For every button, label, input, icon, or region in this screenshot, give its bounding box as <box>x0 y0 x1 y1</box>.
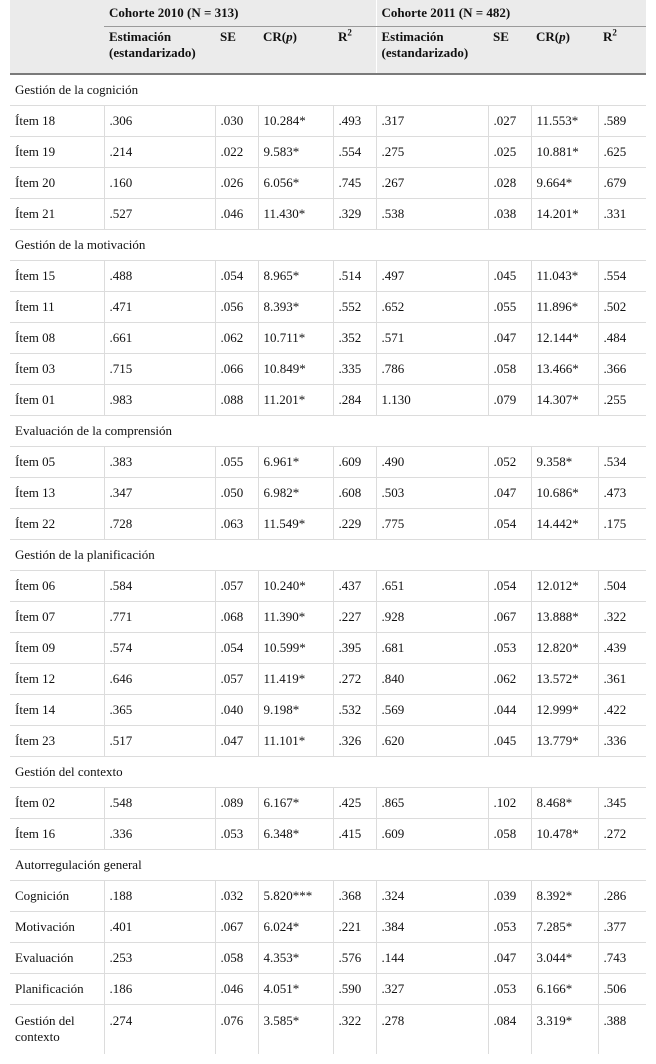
row-label: Ítem 16 <box>10 819 104 850</box>
table-cell: .590 <box>333 974 376 1005</box>
table-cell: .335 <box>333 354 376 385</box>
row-label: Ítem 13 <box>10 478 104 509</box>
table-row <box>10 292 646 323</box>
row-label: Evaluación <box>10 943 104 974</box>
table-cell: 12.999* <box>531 695 598 726</box>
table-cell: .317 <box>376 106 488 137</box>
table-cell: 10.686* <box>531 478 598 509</box>
table-cell: .589 <box>598 106 646 137</box>
table-cell: .608 <box>333 478 376 509</box>
table-header <box>10 0 646 74</box>
table-cell: .715 <box>104 354 215 385</box>
table-cell: 11.201* <box>258 385 333 416</box>
table-cell: .058 <box>488 819 531 850</box>
table-cell: .502 <box>598 292 646 323</box>
row-label: Ítem 05 <box>10 447 104 478</box>
table-cell: .345 <box>598 788 646 819</box>
section-header-row <box>10 230 646 261</box>
table-cell: .046 <box>215 199 258 230</box>
table-cell: 11.043* <box>531 261 598 292</box>
table-cell: .046 <box>215 974 258 1005</box>
table-cell: .554 <box>598 261 646 292</box>
table-cell: .326 <box>333 726 376 757</box>
table-cell: .609 <box>333 447 376 478</box>
table-cell: 11.430* <box>258 199 333 230</box>
table-cell: 9.198* <box>258 695 333 726</box>
table-cell: .175 <box>598 509 646 540</box>
table-cell: .322 <box>598 602 646 633</box>
header-se-2011: SE <box>488 27 531 75</box>
row-label: Planificación <box>10 974 104 1005</box>
table-cell: .229 <box>333 509 376 540</box>
table-row <box>10 168 646 199</box>
row-label: Ítem 08 <box>10 323 104 354</box>
table-cell: .055 <box>215 447 258 478</box>
section-header-row <box>10 540 646 571</box>
table-cell: .506 <box>598 974 646 1005</box>
table-cell: .840 <box>376 664 488 695</box>
table-cell: .221 <box>333 912 376 943</box>
header-cr-close: ) <box>565 29 570 44</box>
header-r2-2011 <box>598 27 646 75</box>
header-cr-p: p <box>286 29 293 44</box>
row-label: Ítem 23 <box>10 726 104 757</box>
table-cell: .053 <box>215 819 258 850</box>
row-label: Ítem 01 <box>10 385 104 416</box>
table-cell: .928 <box>376 602 488 633</box>
table-cell: .102 <box>488 788 531 819</box>
row-label: Gestión del contexto <box>15 1013 75 1044</box>
row-label: Ítem 07 <box>10 602 104 633</box>
table-cell: .027 <box>488 106 531 137</box>
table-cell: 8.392* <box>531 881 598 912</box>
table-cell: .517 <box>104 726 215 757</box>
table-cell: .352 <box>333 323 376 354</box>
table-cell: .214 <box>104 137 215 168</box>
header-estimacion-label: Estimación <box>109 29 172 44</box>
row-label: Ítem 19 <box>10 137 104 168</box>
table-cell: .068 <box>215 602 258 633</box>
section-title: Autorregulación general <box>10 850 646 881</box>
table-cell: .227 <box>333 602 376 633</box>
table-cell: 3.585* <box>258 1005 333 1055</box>
table-cell: .471 <box>104 292 215 323</box>
header-cr-label: CR( <box>536 29 560 44</box>
table-cell: 12.012* <box>531 571 598 602</box>
header-r-label: R <box>603 29 613 44</box>
section-title: Gestión del contexto <box>10 757 646 788</box>
table-row <box>10 943 646 974</box>
table-row <box>10 261 646 292</box>
table-cell: .025 <box>488 137 531 168</box>
table-row <box>10 354 646 385</box>
table-cell: .775 <box>376 509 488 540</box>
table-cell: .532 <box>333 695 376 726</box>
header-r-sup: 2 <box>612 27 617 38</box>
table-cell: .067 <box>215 912 258 943</box>
table-cell: 6.982* <box>258 478 333 509</box>
table-cell: 9.583* <box>258 137 333 168</box>
table-row <box>10 385 646 416</box>
table-cell: 11.390* <box>258 602 333 633</box>
table-cell: 8.393* <box>258 292 333 323</box>
table-cell: 12.820* <box>531 633 598 664</box>
table-cell: 13.466* <box>531 354 598 385</box>
table-cell: .056 <box>215 292 258 323</box>
table-cell: .160 <box>104 168 215 199</box>
table-row <box>10 912 646 943</box>
table-cell: .395 <box>333 633 376 664</box>
row-label: Cognición <box>10 881 104 912</box>
table-cell: .625 <box>598 137 646 168</box>
table-cell: .368 <box>333 881 376 912</box>
row-label: Ítem 12 <box>10 664 104 695</box>
table-cell: .384 <box>376 912 488 943</box>
row-label: Ítem 22 <box>10 509 104 540</box>
table-cell: .047 <box>488 323 531 354</box>
header-estimacion-label: Estimación <box>381 29 444 44</box>
table-cell: 8.965* <box>258 261 333 292</box>
table-cell: .652 <box>376 292 488 323</box>
table-cell: 3.319* <box>531 1005 598 1055</box>
table-cell: 7.285* <box>531 912 598 943</box>
table-cell: 6.166* <box>531 974 598 1005</box>
row-label: Ítem 14 <box>10 695 104 726</box>
table-cell: 6.348* <box>258 819 333 850</box>
table-cell: .047 <box>488 478 531 509</box>
table-cell: .327 <box>376 974 488 1005</box>
table-cell: .415 <box>333 819 376 850</box>
table-cell: .253 <box>104 943 215 974</box>
table-cell: 6.961* <box>258 447 333 478</box>
section-title: Evaluación de la comprensión <box>10 416 646 447</box>
table-cell: .728 <box>104 509 215 540</box>
table-cell: .274 <box>104 1005 215 1055</box>
table-cell: .088 <box>215 385 258 416</box>
table-row <box>10 106 646 137</box>
table-cell: .188 <box>104 881 215 912</box>
section-title: Gestión de la motivación <box>10 230 646 261</box>
table-cell: .144 <box>376 943 488 974</box>
table-cell: .576 <box>333 943 376 974</box>
table-cell: .053 <box>488 912 531 943</box>
table-cell: .324 <box>376 881 488 912</box>
table-cell: .488 <box>104 261 215 292</box>
table-cell: 11.553* <box>531 106 598 137</box>
table-cell: .651 <box>376 571 488 602</box>
table-cell: .983 <box>104 385 215 416</box>
table-cell: .401 <box>104 912 215 943</box>
table-cell: .050 <box>215 478 258 509</box>
row-label: Ítem 03 <box>10 354 104 385</box>
table-cell: .032 <box>215 881 258 912</box>
table-cell: .771 <box>104 602 215 633</box>
table-cell: .437 <box>333 571 376 602</box>
table-cell: 11.896* <box>531 292 598 323</box>
table-cell: 10.881* <box>531 137 598 168</box>
table-cell: .052 <box>488 447 531 478</box>
header-r-label: R <box>338 29 348 44</box>
table-cell: .661 <box>104 323 215 354</box>
table-cell: .062 <box>215 323 258 354</box>
table-cell: .040 <box>215 695 258 726</box>
table-cell: .045 <box>488 726 531 757</box>
table-cell: .347 <box>104 478 215 509</box>
table-cell: .272 <box>333 664 376 695</box>
table-row <box>10 881 646 912</box>
table-row <box>10 974 646 1005</box>
header-empty-cell <box>10 27 104 75</box>
header-cr-2010 <box>258 27 333 75</box>
table-cell: .548 <box>104 788 215 819</box>
row-label: Ítem 06 <box>10 571 104 602</box>
header-estimacion-2010 <box>104 27 215 75</box>
section-header-row <box>10 416 646 447</box>
table-cell: .552 <box>333 292 376 323</box>
table-cell: 11.549* <box>258 509 333 540</box>
table-cell: .278 <box>376 1005 488 1055</box>
table-row <box>10 199 646 230</box>
table-row <box>10 726 646 757</box>
table-cell: .089 <box>215 788 258 819</box>
row-label: Ítem 09 <box>10 633 104 664</box>
table-cell: .681 <box>376 633 488 664</box>
header-cohort-2011: Cohorte 2011 (N = 482) <box>376 0 646 27</box>
table-cell: 10.284* <box>258 106 333 137</box>
table-cell: 8.468* <box>531 788 598 819</box>
section-title: Gestión de la planificación <box>10 540 646 571</box>
table-cell: 3.044* <box>531 943 598 974</box>
table-cell: .620 <box>376 726 488 757</box>
table-cell: .554 <box>333 137 376 168</box>
table-cell: 14.442* <box>531 509 598 540</box>
table-cell: .425 <box>333 788 376 819</box>
table-cell: .527 <box>104 199 215 230</box>
row-label: Ítem 02 <box>10 788 104 819</box>
table-cell: .609 <box>376 819 488 850</box>
table-cell: .058 <box>488 354 531 385</box>
table-cell: .267 <box>376 168 488 199</box>
header-empty-cell <box>10 0 104 27</box>
table-cell: 6.056* <box>258 168 333 199</box>
table-cell: .786 <box>376 354 488 385</box>
table-cell: .272 <box>598 819 646 850</box>
table-cell: .514 <box>333 261 376 292</box>
table-cell: 9.358* <box>531 447 598 478</box>
table-cell: 6.167* <box>258 788 333 819</box>
section-header-row <box>10 850 646 881</box>
header-estimacion-2011 <box>376 27 488 75</box>
table-cell: .331 <box>598 199 646 230</box>
table-cell: .057 <box>215 664 258 695</box>
table-cell: .079 <box>488 385 531 416</box>
table-cell: 13.572* <box>531 664 598 695</box>
header-r2-2010 <box>333 27 376 75</box>
table-cell: .365 <box>104 695 215 726</box>
table-cell: .538 <box>376 199 488 230</box>
table-cell: .054 <box>215 261 258 292</box>
table-cell: .336 <box>104 819 215 850</box>
table-cell: .022 <box>215 137 258 168</box>
header-r-sup: 2 <box>347 27 352 38</box>
table-body <box>10 74 646 1054</box>
row-label: Ítem 21 <box>10 199 104 230</box>
row-label: Ítem 15 <box>10 261 104 292</box>
table-row <box>10 478 646 509</box>
table-cell: 13.779* <box>531 726 598 757</box>
table-cell: .047 <box>215 726 258 757</box>
header-estandarizado-label: (estandarizado) <box>381 45 469 60</box>
table-cell: .058 <box>215 943 258 974</box>
table-cell: .497 <box>376 261 488 292</box>
table-cell: 10.478* <box>531 819 598 850</box>
table-cell: .329 <box>333 199 376 230</box>
table-cell: 5.820*** <box>258 881 333 912</box>
table-row <box>10 788 646 819</box>
table-cell: .377 <box>598 912 646 943</box>
row-label: Ítem 20 <box>10 168 104 199</box>
header-estandarizado-label: (estandarizado) <box>109 45 196 60</box>
header-cr-2011 <box>531 27 598 75</box>
table-cell: .366 <box>598 354 646 385</box>
table-row <box>10 323 646 354</box>
table-cell: .490 <box>376 447 488 478</box>
table-cell: .574 <box>104 633 215 664</box>
table-cell: .045 <box>488 261 531 292</box>
table-cell: 6.024* <box>258 912 333 943</box>
table-cell: 11.101* <box>258 726 333 757</box>
table-cell: .473 <box>598 478 646 509</box>
table-cell: 11.419* <box>258 664 333 695</box>
table-cell: .743 <box>598 943 646 974</box>
table-row <box>10 1005 646 1055</box>
table-cell: .745 <box>333 168 376 199</box>
section-header-row <box>10 757 646 788</box>
table-cell: .679 <box>598 168 646 199</box>
table-cell: 10.240* <box>258 571 333 602</box>
table-cell: 12.144* <box>531 323 598 354</box>
table-cell: .026 <box>215 168 258 199</box>
table-cell: .584 <box>104 571 215 602</box>
table-row <box>10 571 646 602</box>
table-cell: 14.201* <box>531 199 598 230</box>
row-label: Motivación <box>10 912 104 943</box>
table-cell: .084 <box>488 1005 531 1055</box>
table-cell: .057 <box>215 571 258 602</box>
table-row <box>10 447 646 478</box>
table-cell: .028 <box>488 168 531 199</box>
section-title: Gestión de la cognición <box>10 74 646 106</box>
table-cell: .047 <box>488 943 531 974</box>
table-cell: .055 <box>488 292 531 323</box>
table-cell: .504 <box>598 571 646 602</box>
table-cell: .053 <box>488 633 531 664</box>
table-cell: .503 <box>376 478 488 509</box>
table-cell: .534 <box>598 447 646 478</box>
table-cell: .646 <box>104 664 215 695</box>
table-cell: 14.307* <box>531 385 598 416</box>
table-cell: 4.051* <box>258 974 333 1005</box>
table-cell: .865 <box>376 788 488 819</box>
table-row <box>10 819 646 850</box>
header-cr-label: CR( <box>263 29 287 44</box>
table-cell: .054 <box>215 633 258 664</box>
table-cell: 10.711* <box>258 323 333 354</box>
table-cell: .336 <box>598 726 646 757</box>
table-cell: .062 <box>488 664 531 695</box>
table-cell: 1.130 <box>376 385 488 416</box>
table-cell: 9.664* <box>531 168 598 199</box>
results-table <box>10 0 646 1054</box>
table-cell: .306 <box>104 106 215 137</box>
table-row <box>10 633 646 664</box>
table-cell: .286 <box>598 881 646 912</box>
table-cell: .275 <box>376 137 488 168</box>
table-cell: .439 <box>598 633 646 664</box>
table-cell: .063 <box>215 509 258 540</box>
table-cell: .571 <box>376 323 488 354</box>
table-cell: .030 <box>215 106 258 137</box>
header-cr-close: ) <box>292 29 297 44</box>
header-cr-p: p <box>559 29 566 44</box>
header-cohort-2010: Cohorte 2010 (N = 313) <box>104 0 376 27</box>
table-cell: .388 <box>598 1005 646 1055</box>
table-cell: .066 <box>215 354 258 385</box>
table-cell: .255 <box>598 385 646 416</box>
row-label: Ítem 18 <box>10 106 104 137</box>
table-cell: .044 <box>488 695 531 726</box>
table-cell: .422 <box>598 695 646 726</box>
table-cell: .054 <box>488 509 531 540</box>
table-row <box>10 509 646 540</box>
row-label: Ítem 11 <box>10 292 104 323</box>
header-se-2010: SE <box>215 27 258 75</box>
table-row <box>10 695 646 726</box>
table-cell: .186 <box>104 974 215 1005</box>
table-cell: .054 <box>488 571 531 602</box>
table-cell: 13.888* <box>531 602 598 633</box>
table-cell: .076 <box>215 1005 258 1055</box>
table-cell: .569 <box>376 695 488 726</box>
table-cell: .284 <box>333 385 376 416</box>
table-cell: 4.353* <box>258 943 333 974</box>
table-cell: .383 <box>104 447 215 478</box>
table-cell: .067 <box>488 602 531 633</box>
table-cell: 10.599* <box>258 633 333 664</box>
section-header-row <box>10 74 646 106</box>
table-row <box>10 664 646 695</box>
table-cell: .493 <box>333 106 376 137</box>
table-cell: .039 <box>488 881 531 912</box>
table-cell: .322 <box>333 1005 376 1055</box>
table-cell: 10.849* <box>258 354 333 385</box>
table-cell: .053 <box>488 974 531 1005</box>
table-row <box>10 602 646 633</box>
table-cell: .361 <box>598 664 646 695</box>
table-row <box>10 137 646 168</box>
table-cell: .038 <box>488 199 531 230</box>
table-cell: .484 <box>598 323 646 354</box>
